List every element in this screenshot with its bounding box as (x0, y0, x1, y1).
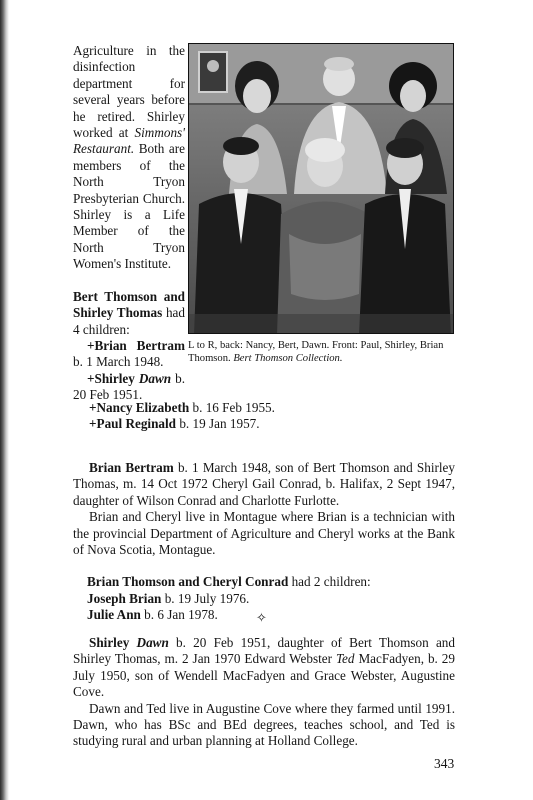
book-spine-shadow (0, 0, 9, 800)
brian-section (73, 460, 455, 624)
brian-paragraph-1: Brian Bertram b. 1 March 1948, son of Bert Thomson and Shirley Thomas, m. 14 Oct 1972 Cheryl Gail Conrad, b. Halifax, 2 Sept 1947, daughter of Wilson Conrad and Charlotte Furlotte. (73, 460, 455, 508)
child-entry: +Paul Reginald b. 19 Jan 1957. (89, 416, 260, 432)
child-entry: +Shirley Dawn b. 20 Feb 1951. (73, 370, 186, 403)
dawn-paragraph-1: Shirley Dawn b. 20 Feb 1951, daughter of Bert Thomson and Shirley Thomas, m. 2 Jan 1970 Edward Webster Ted MacFadyen, b. 29 July 1950, son of Wendell MacFadyen and Grace Webster, Augustine Cove. (73, 635, 455, 700)
page-number: 343 (434, 756, 455, 771)
children-list-continued (73, 400, 453, 433)
column-paragraph: Agriculture in the disinfection department for several years before he retired. Shirley worked at Simmons' Restaurant. Both are members of the North Tryon Presbyterian Church. Shirley is a Life Member of the North Tryon Women's Institute. (73, 43, 185, 272)
child-entry: Joseph Brian b. 19 July 1976. (87, 590, 250, 606)
dawn-paragraph-2: Dawn and Ted live in Augustine Cove where they farmed until 1991. Dawn, who has BSc and BEd degrees, teaches school, and Ted is studying rural and urban planning at Holland College. (73, 700, 455, 749)
photo-caption: L to R, back: Nancy, Bert, Dawn. Front: Paul, Shirley, Brian Thomson. Bert Thomson Collection. (188, 340, 444, 364)
child-entry: +Brian Bertram b. 1 March 1948. (73, 337, 185, 370)
section-ornament: ✧ (256, 610, 267, 625)
family-photograph (188, 43, 454, 334)
brian-children-intro: Brian Thomson and Cheryl Conrad had 2 children: (87, 574, 371, 590)
child-entry: +Nancy Elizabeth b. 16 Feb 1955. (89, 400, 275, 415)
brian-paragraph-2: Brian and Cheryl live in Montague where Brian is a technician with the provincial Department of Agriculture and Cheryl works at the Bank of Nova Scotia, Montague. (73, 509, 455, 558)
children-intro: Bert Thomson and Shirley Thomas had 4 children: (73, 288, 186, 337)
left-text-column (73, 43, 185, 404)
child-entry: Julie Ann b. 6 Jan 1978. (87, 607, 218, 623)
photo-illustration (189, 44, 454, 334)
dawn-section (73, 635, 455, 750)
